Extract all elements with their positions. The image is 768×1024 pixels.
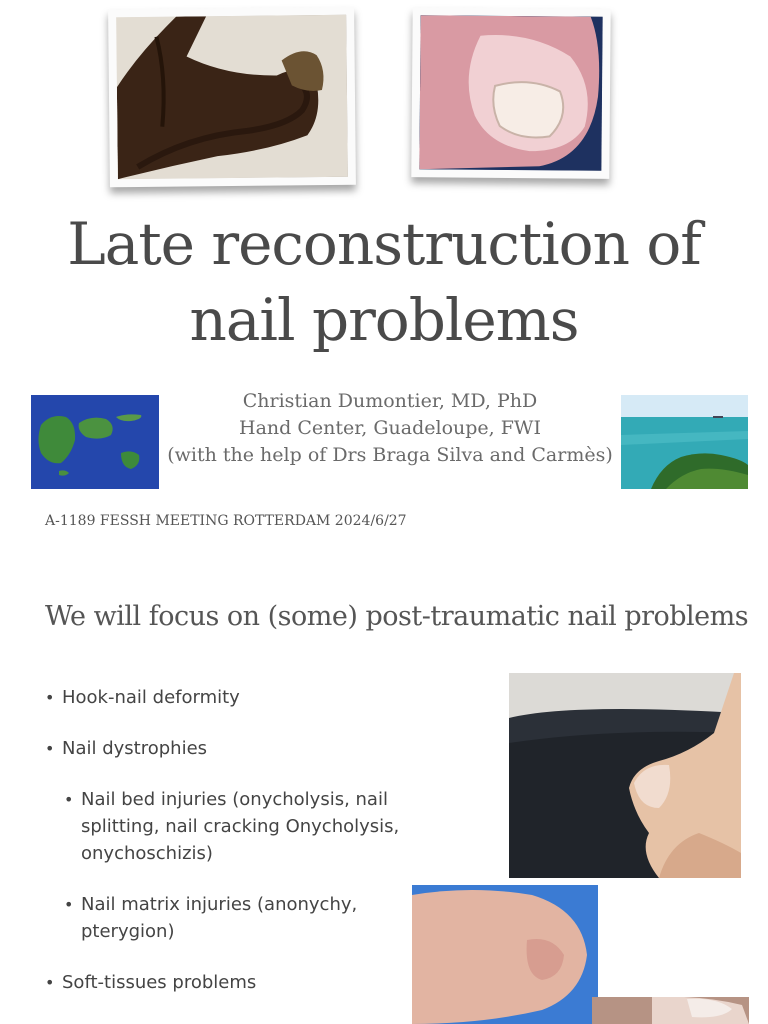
sea-graphic	[621, 395, 748, 489]
list-item-text: Soft-tissues problems	[62, 972, 257, 993]
map-graphic	[31, 395, 159, 489]
bullet-icon: •	[64, 895, 74, 914]
section-heading: We will focus on (some) post-traumatic nail problems	[45, 601, 749, 632]
bullet-icon: •	[45, 973, 55, 992]
list-item	[45, 786, 425, 867]
list-item-text: Nail matrix injuries (anonychy, pterygion)	[81, 894, 358, 942]
author-collaborators: (with the help of Drs Braga Silva and Carmès)	[167, 444, 613, 466]
title-line-1: Late reconstruction of	[67, 210, 701, 278]
bullet-icon: •	[45, 688, 55, 707]
nail-plate-photo	[592, 997, 749, 1024]
list-item	[45, 735, 425, 762]
nail-dystrophy-photo	[411, 7, 610, 179]
list-item	[45, 891, 425, 945]
bullet-icon: •	[64, 790, 74, 809]
list-item-text: Nail bed injuries (onycholysis, nail splitting, nail cracking Onycholysis, onychoschizis)	[81, 789, 400, 864]
nail-closeup-graphic	[419, 15, 602, 171]
bullet-list	[45, 684, 425, 1020]
caribbean-sea-image	[621, 395, 748, 489]
meeting-reference: A-1189 FESSH MEETING ROTTERDAM 2024/6/27	[45, 513, 407, 529]
hook-nail-photo	[108, 7, 356, 188]
title-line-2: nail problems	[189, 286, 579, 354]
finger-photo-graphic	[116, 15, 348, 179]
guadeloupe-map-image	[31, 395, 159, 489]
slide-title	[0, 206, 768, 358]
bullet-icon: •	[45, 739, 55, 758]
list-item	[45, 969, 425, 996]
list-item-text: Hook-nail deformity	[62, 687, 240, 708]
nail-plate-graphic	[592, 997, 749, 1024]
fingertip-graphic	[412, 885, 598, 1024]
list-item	[45, 684, 425, 711]
author-name: Christian Dumontier, MD, PhD	[242, 390, 538, 412]
author-block	[160, 388, 620, 469]
hook-nail-clinical-photo	[509, 673, 741, 878]
list-item-text: Nail dystrophies	[62, 738, 208, 759]
finger-side-graphic	[509, 673, 741, 878]
author-affiliation: Hand Center, Guadeloupe, FWI	[239, 417, 541, 439]
nail-matrix-clinical-photo	[412, 885, 598, 1024]
